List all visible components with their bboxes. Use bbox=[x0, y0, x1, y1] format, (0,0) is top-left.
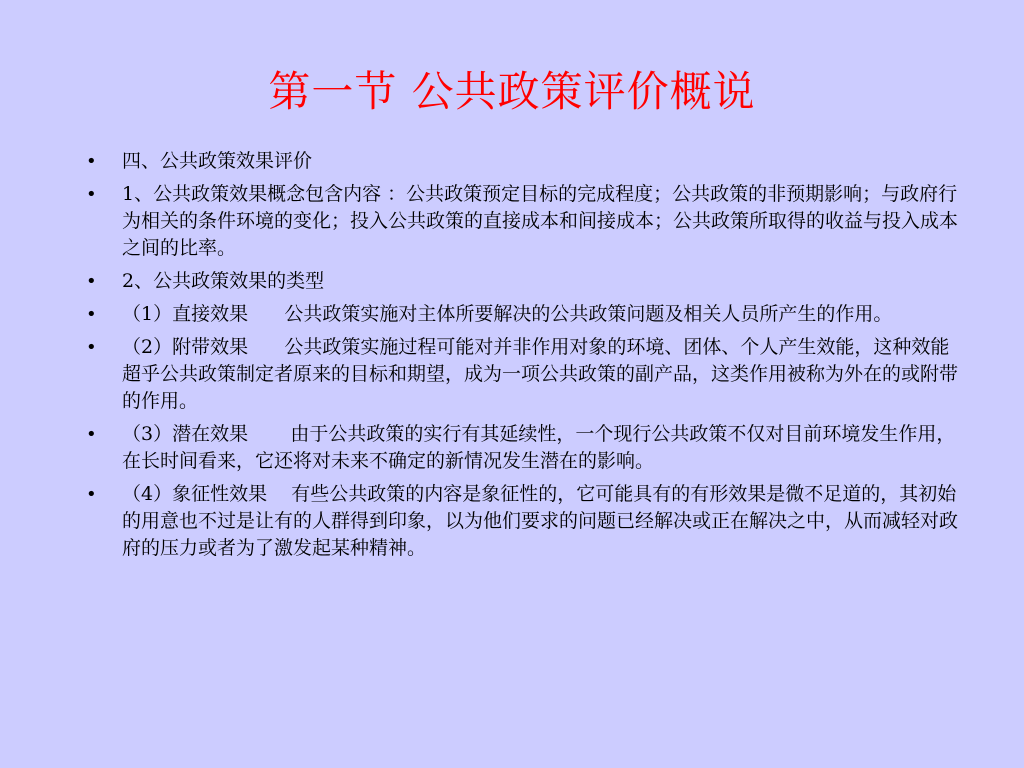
bullet-list bbox=[86, 148, 966, 568]
bullet-icon: • bbox=[86, 271, 97, 292]
bullet-item bbox=[86, 181, 966, 262]
bullet-icon: • bbox=[86, 151, 97, 172]
bullet-item bbox=[86, 421, 966, 475]
slide-title: 第一节 公共政策评价概说 bbox=[268, 67, 756, 116]
bullet-icon: • bbox=[86, 304, 97, 325]
bullet-icon: • bbox=[86, 337, 97, 358]
bullet-text: 四、公共政策效果评价 bbox=[122, 150, 313, 172]
bullet-text: （4）象征性效果 有些公共政策的内容是象征性的，它可能具有的有形效果是微不足道的，其初始的用意也不过是让有的人群得到印象，以为他们要求的问题已经解决或正在解决之中，从而减轻对政府的压力或者为了激发起某种精神。 bbox=[122, 483, 959, 559]
bullet-item bbox=[86, 148, 966, 175]
bullet-item bbox=[86, 268, 966, 295]
bullet-item bbox=[86, 301, 966, 328]
bullet-item bbox=[86, 334, 966, 415]
bullet-text: （1）直接效果 公共政策实施对主体所要解决的公共政策问题及相关人员所产生的作用。 bbox=[122, 303, 893, 325]
bullet-text: （3）潜在效果 由于公共政策的实行有其延续性，一个现行公共政策不仅对目前环境发生作用，在长时间看来，它还将对未来不确定的新情况发生潜在的影响。 bbox=[122, 423, 956, 472]
bullet-icon: • bbox=[86, 484, 97, 505]
bullet-icon: • bbox=[86, 184, 97, 205]
bullet-text: 1、公共政策效果概念包含内容 ：公共政策预定目标的完成程度；公共政策的非预期影响；与政府行为相关的条件环境的变化；投入公共政策的直接成本和间接成本；公共政策所取得的收益与投入成本之间的比率。 bbox=[122, 183, 959, 259]
bullet-item bbox=[86, 481, 966, 562]
bullet-text: 2、公共政策效果的类型 bbox=[122, 270, 325, 292]
bullet-text: （2）附带效果 公共政策实施过程可能对并非作用对象的环境、团体、个人产生效能，这种效能超乎公共政策制定者原来的目标和期望，成为一项公共政策的副产品，这类作用被称为外在的或附带的作用。 bbox=[122, 336, 959, 412]
bullet-icon: • bbox=[86, 424, 97, 445]
